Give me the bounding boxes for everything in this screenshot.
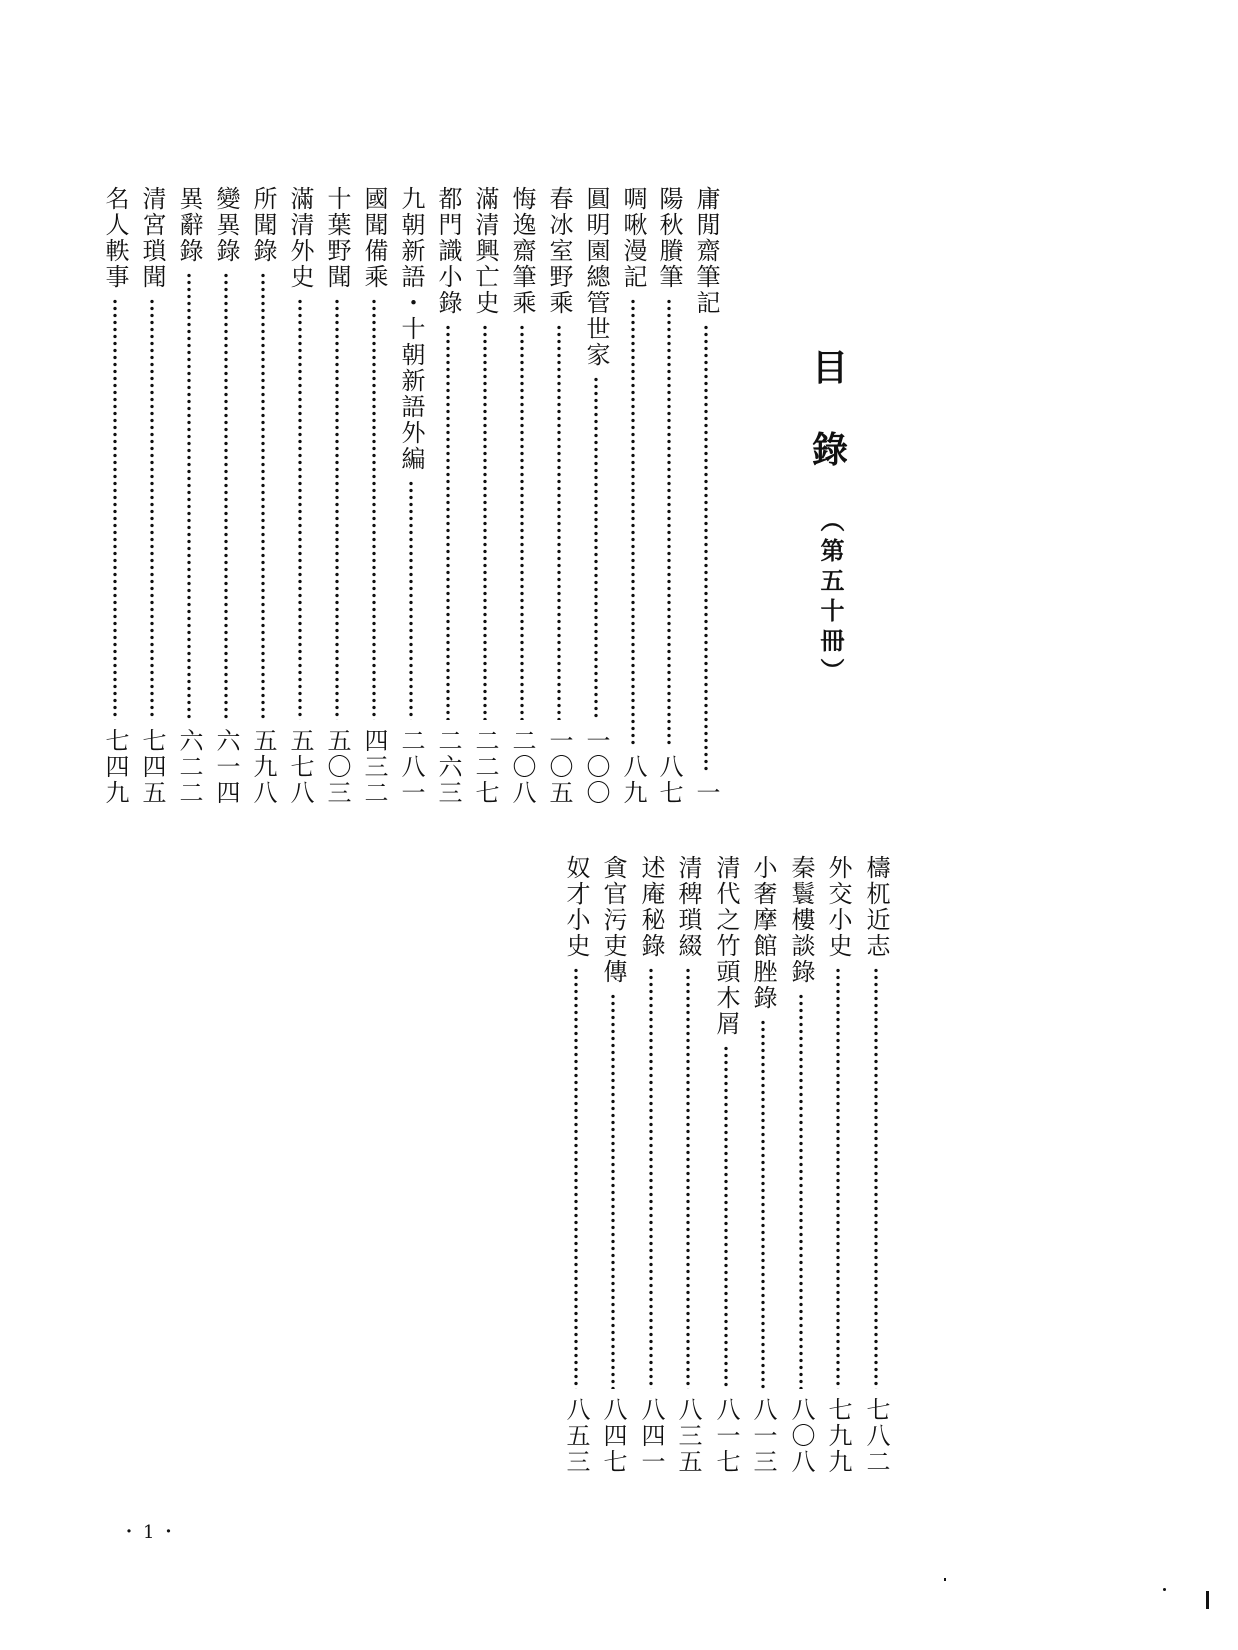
- leader-dots: [187, 272, 191, 720]
- toc-entry: [99, 186, 131, 806]
- toc-entry-title: 異辭錄: [175, 186, 203, 264]
- title-char-lu: 錄: [811, 429, 848, 471]
- leader-dots: [761, 1019, 765, 1389]
- leader-dots: [113, 298, 117, 720]
- toc-entry-page: 五〇三: [323, 728, 351, 806]
- toc-entry: [173, 186, 205, 806]
- leader-dots: [631, 298, 635, 746]
- toc-entry-page: 一: [692, 780, 720, 806]
- toc-entry-title: 悔逸齋筆乘: [508, 186, 536, 316]
- leader-dots: [836, 967, 840, 1389]
- toc-entry-title: 十葉野聞: [323, 186, 351, 290]
- toc-entry-title: 所聞錄: [249, 186, 277, 264]
- leader-dots: [874, 967, 878, 1389]
- toc-entry: [506, 186, 538, 806]
- toc-entry-title: 名人軼事: [101, 186, 129, 290]
- leader-dots: [649, 967, 653, 1389]
- leader-dots: [667, 298, 671, 746]
- leader-dots: [483, 324, 487, 720]
- toc-entry: [560, 855, 592, 1475]
- toc-entry-title: 滿清外史: [286, 186, 314, 290]
- toc-entry-title: 都門識小錄: [434, 186, 462, 316]
- leader-dots: [611, 993, 615, 1389]
- toc-entry: [822, 855, 854, 1475]
- toc-entry-page: 八四一: [637, 1397, 665, 1475]
- toc-entry-page: 七八二: [862, 1397, 890, 1475]
- toc-entry: [321, 186, 353, 806]
- leader-dots: [446, 324, 450, 720]
- toc-entry-title: 啁啾漫記: [619, 186, 647, 290]
- volume-subtitle: ︵第五十冊︶: [816, 508, 845, 688]
- toc-entry-page: 二〇八: [508, 728, 536, 806]
- toc-entry-page: 八三五: [674, 1397, 702, 1475]
- toc-entry: [690, 186, 722, 806]
- toc-entry: [860, 855, 892, 1475]
- toc-entry-title: 秦鬟樓談錄: [787, 855, 815, 985]
- leader-dots: [409, 480, 413, 720]
- toc-entry-title: 國聞備乘: [360, 186, 388, 290]
- toc-entry-title: 九朝新語・十朝新語外編: [397, 186, 425, 472]
- toc-entry-page: 五七八: [286, 728, 314, 806]
- leader-dots: [574, 967, 578, 1389]
- toc-entry: [210, 186, 242, 806]
- toc-entry-title: 貪官污吏傳: [599, 855, 627, 985]
- scan-mark: [944, 1578, 946, 1581]
- toc-entry-title: 圓明園總管世家: [582, 186, 610, 368]
- toc-entry-title: 庸閒齋筆記: [692, 186, 720, 316]
- leader-dots: [150, 298, 154, 720]
- toc-entry: [432, 186, 464, 806]
- toc-entry-page: 二六三: [434, 728, 462, 806]
- toc-entry-page: 八一七: [712, 1397, 740, 1475]
- leader-dots: [520, 324, 524, 720]
- toc-entry-page: 五九八: [249, 728, 277, 806]
- toc-entry-page: 四三二: [360, 728, 388, 806]
- toc-entry-page: 八一三: [749, 1397, 777, 1475]
- toc-entry-page: 八七: [655, 754, 683, 806]
- toc-entry: [469, 186, 501, 806]
- toc-entry-title: 春冰室野乘: [545, 186, 573, 316]
- toc-entry: [710, 855, 742, 1475]
- toc-entry-title: 奴才小史: [562, 855, 590, 959]
- toc-entry-page: 二二七: [471, 728, 499, 806]
- toc-entry-title: 述庵秘錄: [637, 855, 665, 959]
- title-block: [805, 347, 855, 688]
- toc-entry-page: 七四五: [138, 728, 166, 806]
- toc-entry: [543, 186, 575, 806]
- toc-entry: [247, 186, 279, 806]
- toc-entry-page: 一〇〇: [582, 728, 610, 806]
- toc-entry: [672, 855, 704, 1475]
- toc-entry: [284, 186, 316, 806]
- toc-entry-page: 八四七: [599, 1397, 627, 1475]
- toc-entry: [785, 855, 817, 1475]
- toc-entry-title: 清代之竹頭木屑: [712, 855, 740, 1037]
- toc-entry: [617, 186, 649, 806]
- toc-entry-page: 二八一: [397, 728, 425, 806]
- toc-entry-page: 八五三: [562, 1397, 590, 1475]
- leader-dots: [704, 324, 708, 772]
- toc-entry-page: 六一四: [212, 728, 240, 806]
- scan-mark: [1163, 1588, 1166, 1591]
- scan-mark: [1206, 1591, 1209, 1609]
- toc-entry-page: 一〇五: [545, 728, 573, 806]
- toc-entry-page: 六二二: [175, 728, 203, 806]
- page-number: ・1・: [120, 1522, 183, 1543]
- toc-entry: [653, 186, 685, 806]
- leader-dots: [372, 298, 376, 720]
- toc-entry: [136, 186, 168, 806]
- toc-entry: [597, 855, 629, 1475]
- leader-dots: [298, 298, 302, 720]
- leader-dots: [224, 272, 228, 720]
- leader-dots: [594, 376, 598, 720]
- title-char-mu: 目: [811, 347, 848, 389]
- toc-entry-title: 外交小史: [824, 855, 852, 959]
- toc-entry: [358, 186, 390, 806]
- toc-entry-title: 小奢摩館脞錄: [749, 855, 777, 1011]
- toc-entry-page: 八〇八: [787, 1397, 815, 1475]
- toc-entry: [580, 186, 612, 806]
- leader-dots: [557, 324, 561, 720]
- leader-dots: [799, 993, 803, 1389]
- toc-entry-title: 陽秋賸筆: [655, 186, 683, 290]
- toc-entry: [395, 186, 427, 806]
- leader-dots: [261, 272, 265, 720]
- toc-entry-title: 檮杌近志: [862, 855, 890, 959]
- toc-entry-page: 八九: [619, 754, 647, 806]
- leader-dots: [335, 298, 339, 720]
- leader-dots: [724, 1045, 728, 1389]
- toc-entry-page: 七九九: [824, 1397, 852, 1475]
- toc-entry-page: 七四九: [101, 728, 129, 806]
- toc-entry-title: 清稗瑣綴: [674, 855, 702, 959]
- toc-entry-title: 清宮瑣聞: [138, 186, 166, 290]
- leader-dots: [686, 967, 690, 1389]
- toc-entry: [635, 855, 667, 1475]
- toc-entry: [747, 855, 779, 1475]
- toc-entry-title: 變異錄: [212, 186, 240, 264]
- toc-entry-title: 滿清興亡史: [471, 186, 499, 316]
